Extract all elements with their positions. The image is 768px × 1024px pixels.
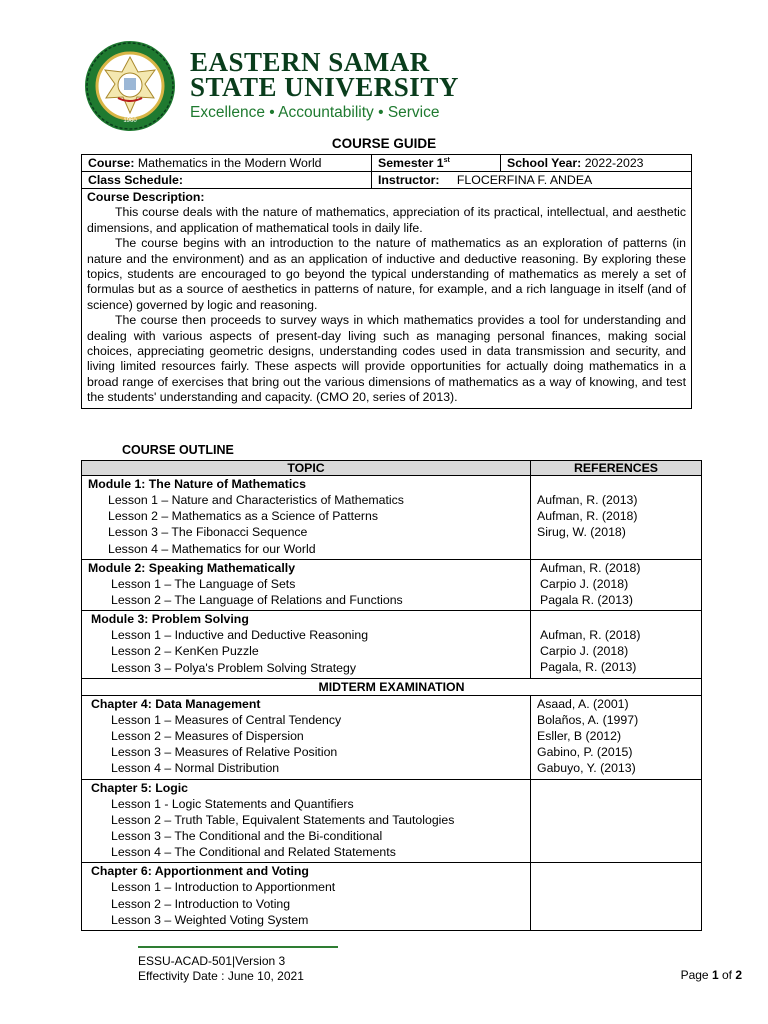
school-year-value: 2022-2023: [584, 156, 644, 170]
references-cell: [531, 560, 701, 610]
reference-item: Esller, B (2012): [537, 728, 622, 743]
outline-header-row: [82, 461, 701, 476]
school-year-cell: [501, 155, 691, 171]
info-row-schedule: [82, 172, 691, 189]
reference-item: Aufman, R. (2018): [537, 509, 638, 523]
info-row-course: [82, 155, 691, 172]
references-cell: [531, 780, 701, 863]
lesson-item: Lesson 1 – The Language of Sets: [111, 576, 296, 591]
lesson-item: Lesson 3 – The Fibonacci Sequence: [108, 525, 308, 540]
header: [78, 40, 459, 132]
university-name-line2: STATE UNIVERSITY: [190, 72, 459, 102]
lesson-item: Lesson 2 – Truth Table, Equivalent Statements and Tautologies: [111, 812, 455, 827]
lesson-item: Lesson 3 – Polya's Problem Solving Strategy: [111, 660, 357, 675]
topic-cell: [82, 780, 531, 863]
table-row: [82, 476, 701, 560]
school-year-label: School Year:: [507, 156, 582, 170]
lesson-item: Lesson 4 – Mathematics for our World: [108, 541, 316, 556]
instructor-value: FLOCERFINA F. ANDEA: [456, 173, 593, 187]
lesson-item: Lesson 4 – The Conditional and Related Statements: [111, 845, 396, 860]
svg-text:1960: 1960: [123, 118, 137, 124]
table-row: [82, 679, 701, 696]
course-outline-table: [81, 460, 702, 931]
reference-item: Pagala R. (2013): [540, 592, 633, 607]
lesson-item: Lesson 3 – Weighted Voting System: [111, 912, 309, 927]
page-number: Page 1 of 2: [680, 968, 742, 982]
lesson-item: Lesson 1 – Introduction to Apportionment: [111, 880, 336, 895]
lesson-item: Lesson 3 – Measures of Relative Position: [111, 745, 338, 760]
lesson-item: Lesson 1 – Measures of Central Tendency: [111, 712, 342, 727]
module-title: Module 3: Problem Solving: [91, 612, 249, 627]
lesson-item: Lesson 2 – The Language of Relations and Functions: [111, 593, 403, 608]
lesson-item: Lesson 2 – Introduction to Voting: [111, 896, 291, 911]
instructor-label: Instructor:: [378, 173, 440, 187]
reference-item: Gabino, P. (2015): [537, 744, 633, 759]
topic-cell: [82, 476, 531, 559]
topic-cell: [82, 560, 531, 610]
lesson-item: Lesson 4 – Normal Distribution: [111, 761, 280, 776]
lesson-item: Lesson 2 – KenKen Puzzle: [111, 644, 259, 659]
topic-column-header: TOPIC: [82, 461, 531, 475]
references-cell: [531, 696, 701, 779]
university-name: [190, 47, 459, 122]
module-title: Module 2: Speaking Mathematically: [88, 560, 296, 575]
module-title: Chapter 6: Apportionment and Voting: [91, 864, 309, 879]
course-outline-title: COURSE OUTLINE: [122, 443, 234, 457]
reference-item: Carpio J. (2018): [540, 576, 629, 591]
reference-item: Aufman, R. (2018): [540, 628, 641, 643]
course-cell: [82, 155, 372, 171]
footer-divider: [138, 946, 338, 948]
midterm-examination-label: MIDTERM EXAMINATION: [318, 679, 465, 694]
table-row: [82, 696, 701, 780]
university-name-line1: EASTERN SAMAR: [190, 47, 430, 77]
lesson-item: Lesson 1 – Nature and Characteristics of Mathematics: [108, 493, 404, 507]
course-value: Mathematics in the Modern World: [137, 156, 322, 170]
university-seal-icon: [78, 40, 182, 132]
footer-document-code: [138, 954, 304, 984]
reference-item: Sirug, W. (2018): [537, 525, 626, 539]
references-cell: [531, 611, 701, 678]
lesson-item: Lesson 2 – Measures of Dispersion: [111, 729, 304, 744]
topic-cell: [82, 863, 531, 930]
reference-item: Aufman, R. (2018): [540, 560, 641, 575]
lesson-item: Lesson 3 – The Conditional and the Bi-conditional: [111, 829, 383, 844]
reference-item: Asaad, A. (2001): [537, 696, 629, 711]
description-paragraph: This course deals with the nature of mathematics, appreciation of its practical, intellectual, and aesthetic dimensions, and application of mathematical tools in daily life.: [87, 205, 686, 235]
table-row: [82, 560, 701, 611]
reference-item: Gabuyo, Y. (2013): [537, 760, 636, 775]
references-cell: [531, 863, 701, 930]
semester-sup: st: [443, 156, 450, 164]
page-title: COURSE GUIDE: [331, 136, 437, 151]
reference-item: Bolaños, A. (1997): [537, 712, 639, 727]
lesson-item: Lesson 1 – Inductive and Deductive Reasoning: [111, 628, 369, 643]
reference-item: Carpio J. (2018): [540, 644, 629, 659]
table-row: [82, 863, 701, 930]
course-info-table: [81, 154, 692, 409]
description-label: Course Description:: [87, 190, 205, 204]
schedule-cell: [82, 172, 372, 188]
lesson-item: Lesson 1 - Logic Statements and Quantifiers: [111, 796, 354, 811]
course-description: [82, 189, 691, 408]
course-label: Course:: [88, 156, 135, 170]
table-row: [82, 611, 701, 679]
reference-item: Pagala, R. (2013): [540, 660, 637, 675]
table-row: [82, 780, 701, 864]
lesson-item: Lesson 2 – Mathematics as a Science of Patterns: [108, 509, 378, 524]
reference-item: Aufman, R. (2013): [537, 493, 638, 507]
semester-cell: [372, 155, 501, 171]
effectivity-date: Effectivity Date : June 10, 2021: [138, 969, 304, 983]
schedule-label: Class Schedule:: [88, 173, 183, 187]
references-column-header: REFERENCES: [573, 461, 659, 475]
module-title: Module 1: The Nature of Mathematics: [88, 477, 306, 491]
module-title: Chapter 5: Logic: [91, 780, 189, 795]
topic-cell: [82, 611, 531, 678]
topic-cell: [82, 696, 531, 779]
semester-label: Semester 1: [378, 156, 444, 170]
university-tagline: Excellence • Accountability • Service: [190, 104, 440, 121]
references-cell: [531, 476, 701, 559]
description-paragraph: The course begins with an introduction to the nature of mathematics as an exploration of patterns (in nature and the environment) and as an application of inductive and deductive reasoning. By exploring these topics, students are encouraged to go beyond the typical understanding of mathematics as merely a set of formulas but as a source of aesthetics in patterns of nature, for example, and a rich language in itself (and of science) governed by logic and reasoning.: [87, 236, 686, 312]
instructor-cell: [372, 172, 691, 188]
description-paragraph: The course then proceeds to survey ways in which mathematics provides a tool for understanding and dealing with various aspects of present-day living such as managing personal finances, making social choices, appreciating geometric designs, understanding codes used in data transmission and security, and living limited resources fairly. These aspects will provide opportunities for actually doing mathematics in a broad range of exercises that bring out the various dimensions of mathematics as a way of knowing, and test the students' understanding and capacity. (CMO 20, series of 2013).: [87, 313, 686, 405]
document-version: ESSU-ACAD-501|Version 3: [138, 954, 286, 968]
module-title: Chapter 4: Data Management: [91, 696, 261, 711]
